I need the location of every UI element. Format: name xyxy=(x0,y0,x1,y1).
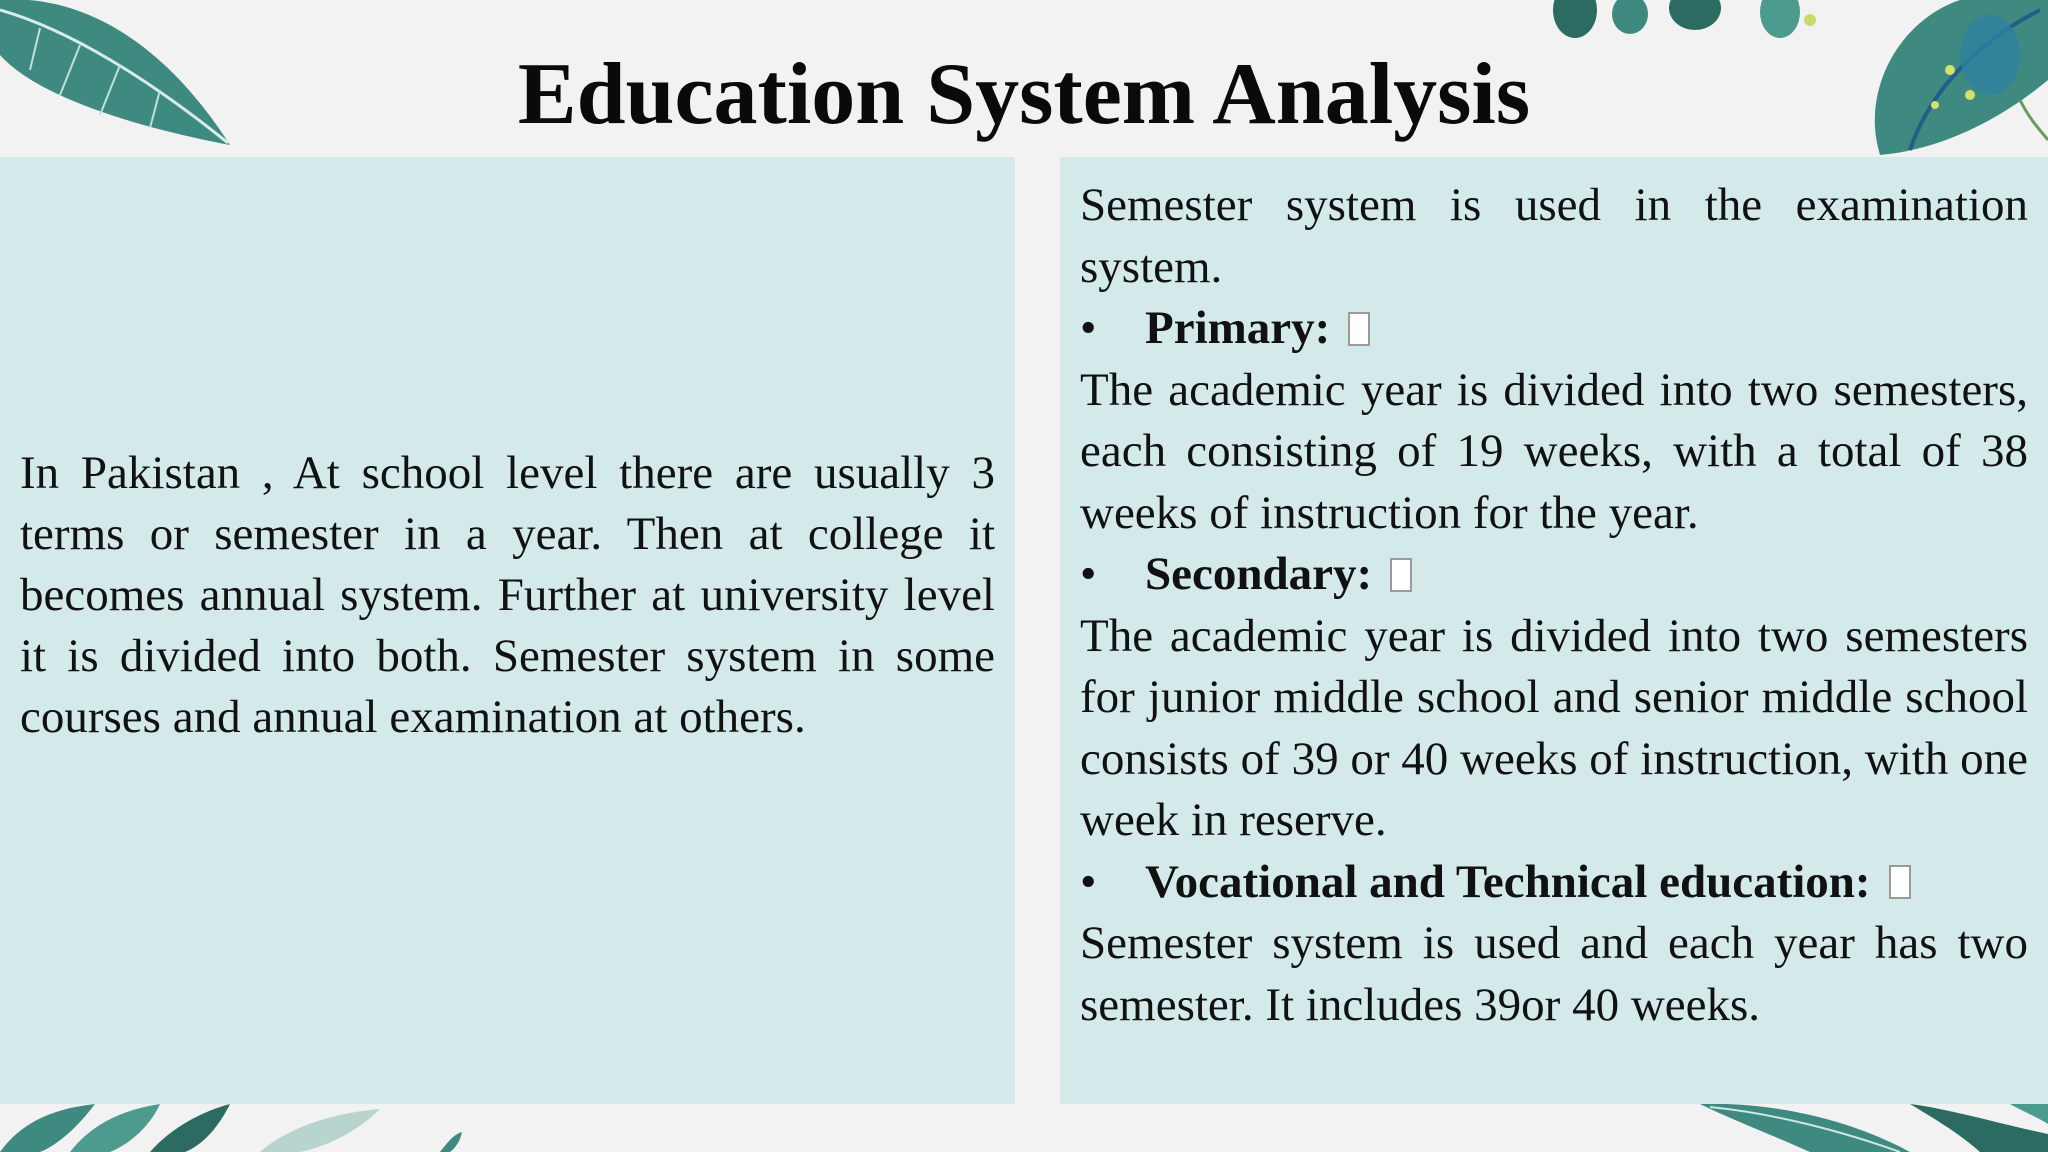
section-heading-vocational: Vocational and Technical education: xyxy=(1145,855,1871,908)
section-text-vocational: Semester system is used and each year has two semester. It includes 39or 40 weeks. xyxy=(1080,917,2028,1031)
missing-glyph-icon xyxy=(1889,865,1911,899)
right-content-panel xyxy=(1060,157,2048,1104)
missing-glyph-icon xyxy=(1348,312,1370,346)
left-panel-text: In Pakistan , At school level there are usually 3 terms or semester in a year. Then at college it becomes annual system. Further at university level it is divided into both. Semester system in some courses and annual examination at others. xyxy=(20,447,995,743)
bullet-dot-icon: • xyxy=(1080,302,1097,354)
bullet-primary xyxy=(1080,298,2028,360)
section-text-primary: The academic year is divided into two semesters, each consisting of 19 weeks, with a total of 38 weeks of instruction for the year. xyxy=(1080,363,2028,539)
leaves-bottom-left-icon xyxy=(0,1104,480,1152)
bullet-secondary xyxy=(1080,544,2028,606)
slide-title: Education System Analysis xyxy=(517,46,1531,143)
section-heading-primary: Primary: xyxy=(1145,302,1331,354)
intro-paragraph: Semester system is used in the examination system. xyxy=(1080,179,2028,293)
right-panel-body xyxy=(1080,175,2028,1036)
bullet-vocational xyxy=(1080,852,2028,914)
bullet-dot-icon: • xyxy=(1080,548,1097,600)
section-text-secondary: The academic year is divided into two semesters for junior middle school and senior middle school consists of 39 or 40 weeks of instruction, with one week in reserve. xyxy=(1080,609,2028,846)
bullet-dot-icon: • xyxy=(1080,855,1097,908)
missing-glyph-icon xyxy=(1390,558,1412,592)
left-content-panel xyxy=(0,157,1015,1104)
leaves-bottom-right-icon xyxy=(1680,1104,2048,1152)
section-heading-secondary: Secondary: xyxy=(1145,548,1373,600)
